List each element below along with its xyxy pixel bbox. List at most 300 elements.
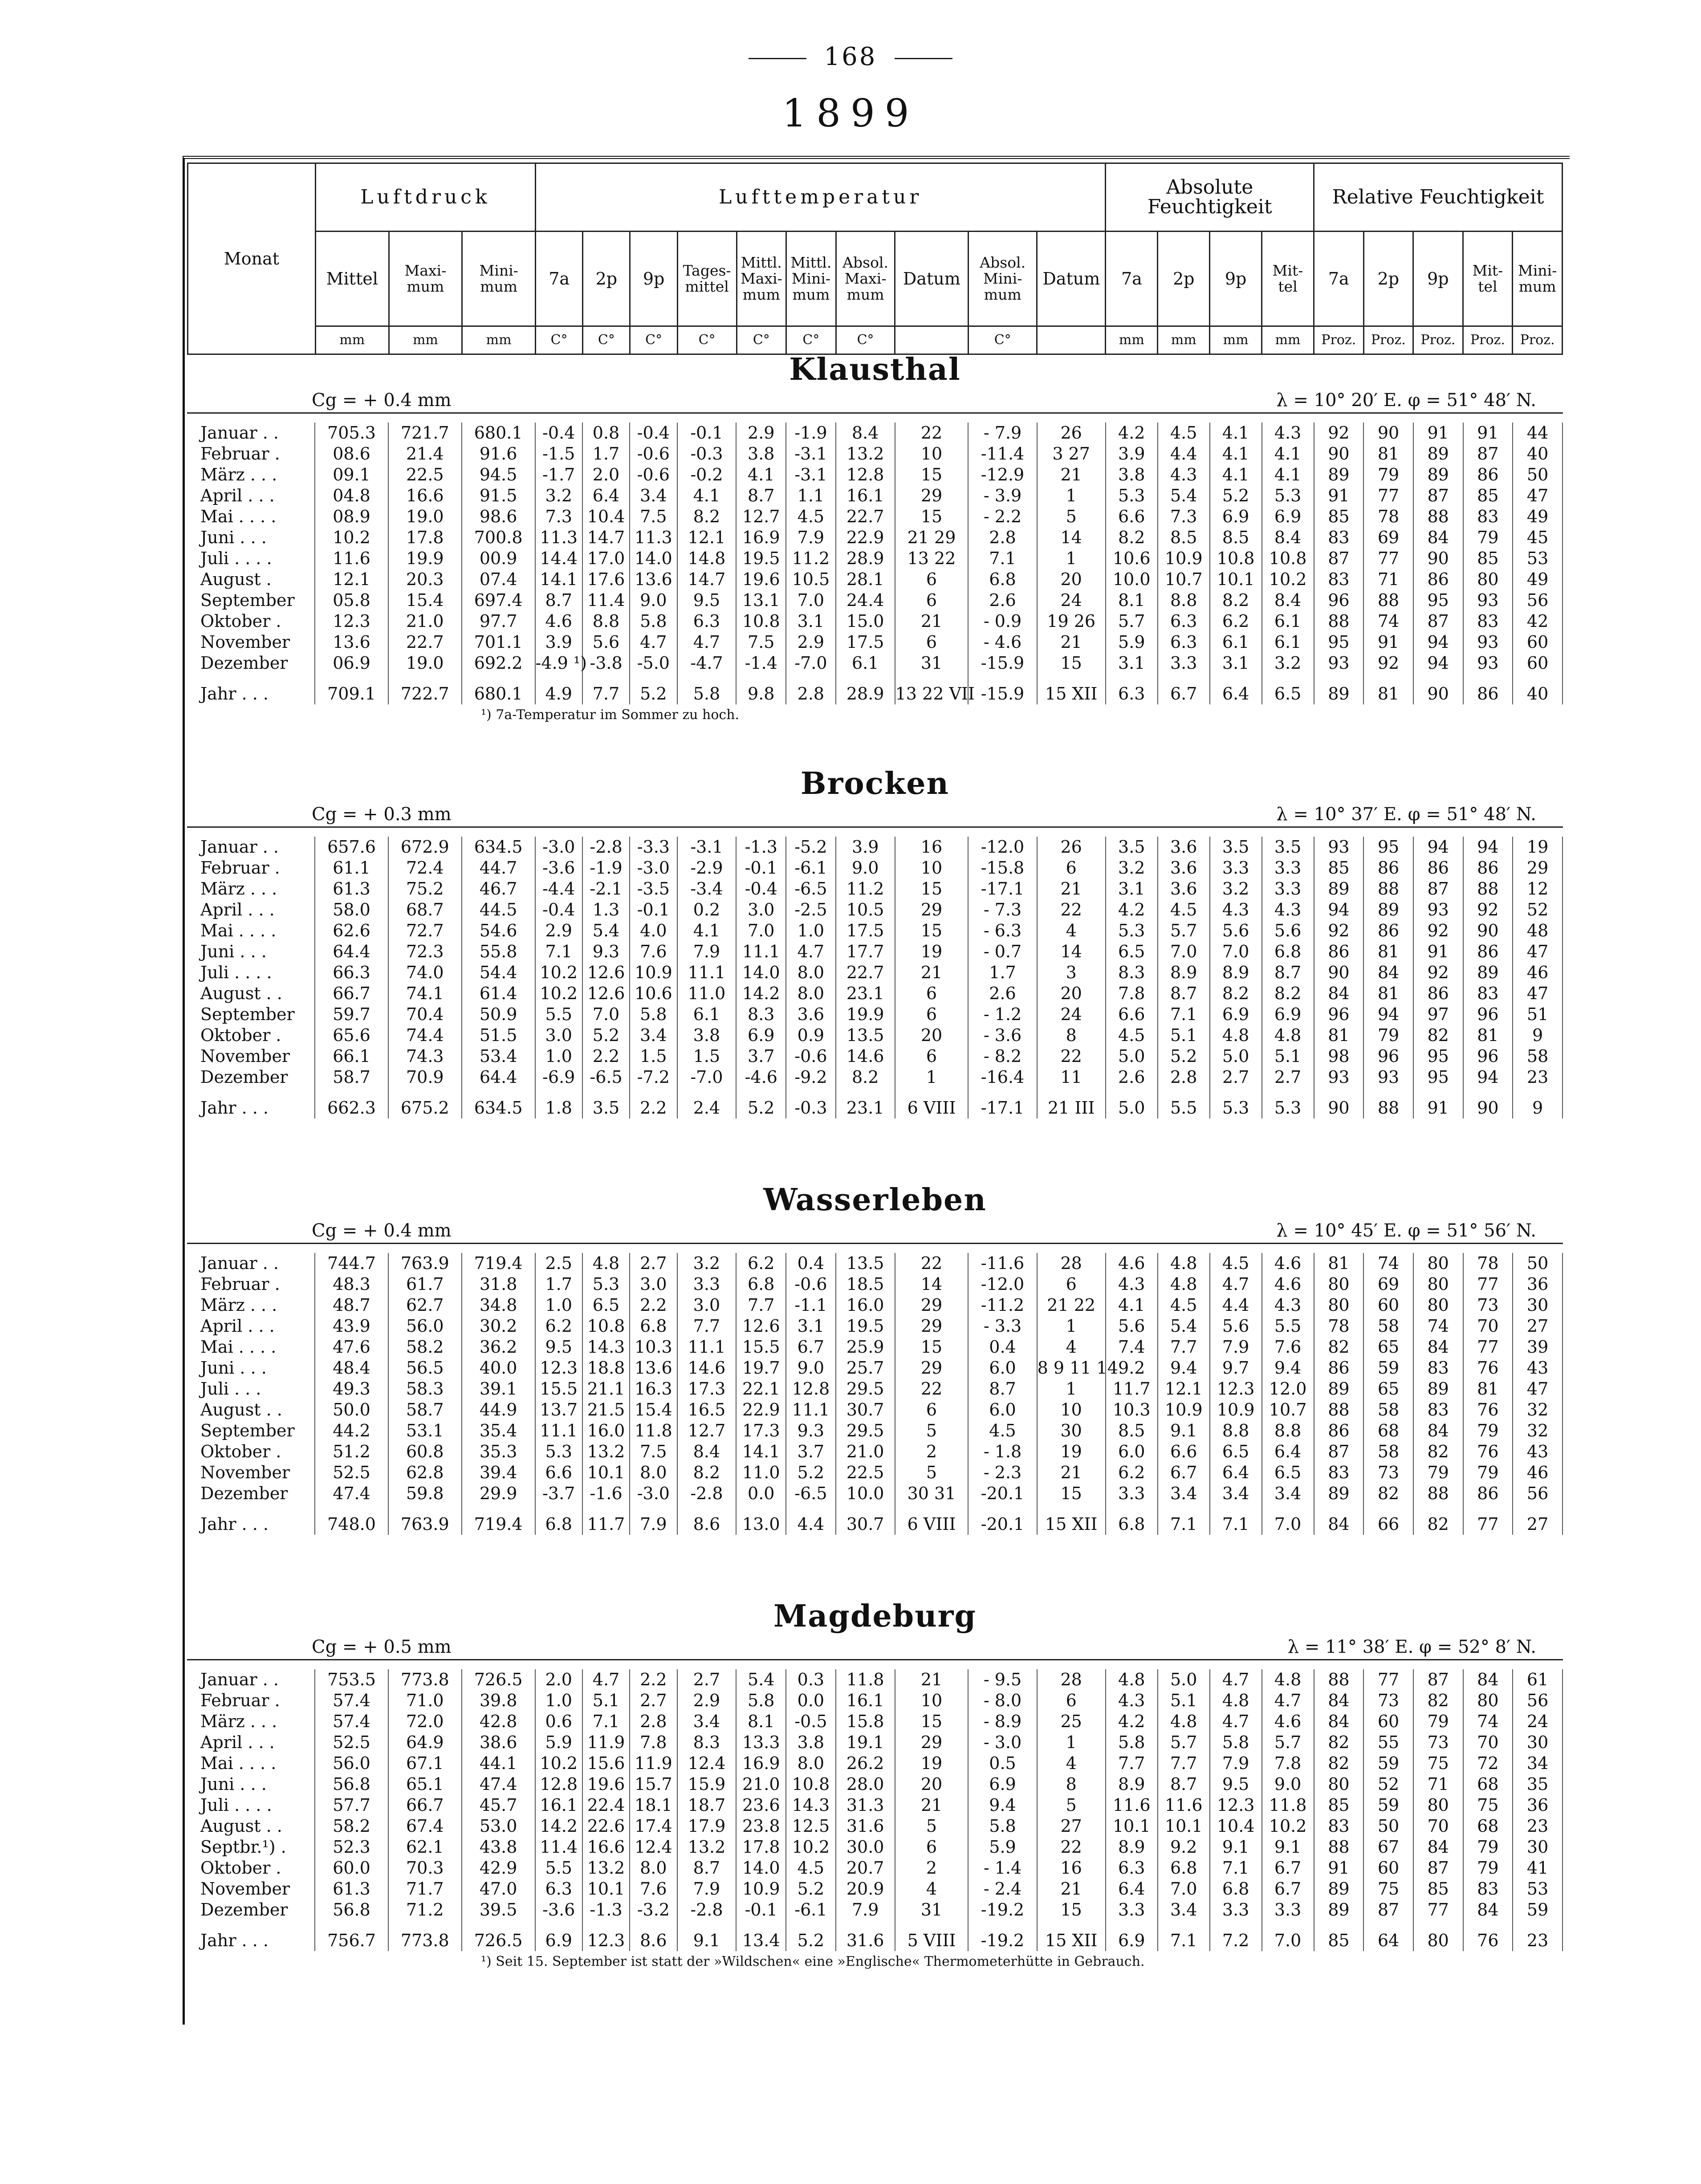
value-cell: 12.0 [1262,1379,1314,1399]
month-label: März . . . [187,878,315,899]
header-unit-17: Proz. [1314,326,1363,354]
value-cell: 7.1 [1158,1920,1210,1951]
value-cell: 86 [1463,1483,1513,1504]
value-cell: 23.6 [736,1795,786,1816]
value-cell: 6 [895,983,969,1004]
value-cell: 47.6 [315,1337,388,1358]
value-cell: 21 III [1037,1088,1106,1118]
month-row [187,443,1563,464]
year-row [187,1920,1563,1951]
value-cell: -6.5 [582,1067,630,1088]
header-col-0: Mittel [315,232,389,326]
value-cell: 4.5 [1158,423,1210,443]
value-cell: 92 [1413,920,1463,941]
value-cell: 70 [1413,1816,1463,1837]
value-cell: 58.0 [315,899,388,920]
header-col-19: 9p [1413,232,1463,326]
value-cell: -19.2 [968,1920,1037,1951]
value-cell: 6 [895,1399,969,1420]
value-cell: -3.0 [630,1483,677,1504]
value-cell: 74.4 [388,1025,462,1046]
value-cell: -0.6 [630,443,677,464]
value-cell: 81 [1363,443,1413,464]
value-cell: 6.8 [736,1274,786,1295]
value-cell: 8.0 [630,1462,677,1483]
value-cell: 29.5 [836,1420,895,1441]
value-cell: 18.5 [836,1274,895,1295]
value-cell: 84 [1413,1420,1463,1441]
value-cell: 83 [1463,611,1513,632]
value-cell: 16.9 [736,1753,786,1774]
value-cell: 6.0 [1106,1441,1158,1462]
value-cell: 5.7 [1262,1732,1314,1753]
value-cell: -0.5 [786,1711,836,1732]
value-cell: 14.4 [535,548,582,569]
value-cell: 11.3 [630,527,677,548]
value-cell: 49 [1513,506,1563,527]
value-cell: 6 [895,569,969,590]
value-cell: 90 [1314,1088,1364,1118]
value-cell: 6.0 [968,1358,1037,1379]
value-cell: 00.9 [462,548,535,569]
header-col-16: Mit- tel [1262,232,1314,326]
value-cell: 77 [1463,1504,1513,1535]
value-cell: 5.6 [582,632,630,653]
value-cell: 70.3 [388,1858,462,1879]
value-cell: 73 [1413,1732,1463,1753]
value-cell: 7.6 [1262,1337,1314,1358]
header-unit-15: mm [1210,326,1262,354]
value-cell: -5.0 [630,653,677,674]
value-cell: 60 [1513,632,1563,653]
value-cell: 17.0 [582,548,630,569]
value-cell: 76 [1463,1358,1513,1379]
value-cell: 2.7 [630,1253,677,1274]
value-cell: 90 [1463,920,1513,941]
month-row [187,1816,1563,1837]
value-cell: 6.8 [1210,1879,1262,1899]
coordinates: λ = 11° 38′ E. φ = 52° 8′ N. [1287,1637,1536,1657]
value-cell: 6 [895,632,969,653]
value-cell: 31.6 [836,1920,895,1951]
value-cell: 9.1 [1262,1837,1314,1858]
value-cell: 98 [1314,1046,1364,1067]
value-cell: -3.7 [535,1483,582,1504]
value-cell: 11.1 [736,941,786,962]
value-cell: 4.3 [1106,1274,1158,1295]
value-cell: 12.3 [1210,1795,1262,1816]
value-cell: 82 [1413,1504,1463,1535]
value-cell: 20 [1037,569,1106,590]
value-cell: 81 [1463,1025,1513,1046]
value-cell: 29 [895,1316,969,1337]
value-cell: 58.2 [315,1816,388,1837]
value-cell: 93 [1463,590,1513,611]
value-cell: 58 [1363,1316,1413,1337]
month-row [187,1316,1563,1337]
month-label: April . . . [187,899,315,920]
value-cell: 6.8 [535,1504,582,1535]
value-cell: 28.9 [836,548,895,569]
value-cell: 8.2 [1262,983,1314,1004]
value-cell: - 7.9 [968,423,1037,443]
value-cell: 61.3 [315,878,388,899]
value-cell: 57.7 [315,1795,388,1816]
value-cell: 16.1 [836,1690,895,1711]
value-cell: 719.4 [462,1253,535,1274]
month-row [187,1774,1563,1795]
value-cell: 22 [895,1379,969,1399]
value-cell: 64.9 [388,1732,462,1753]
header-unit-8: C° [786,326,836,354]
value-cell: 48 [1513,920,1563,941]
value-cell: 17.5 [836,920,895,941]
value-cell: 11.8 [630,1420,677,1441]
value-cell: 74 [1363,611,1413,632]
value-cell: 92 [1413,962,1463,983]
value-cell: 91.5 [462,485,535,506]
value-cell: 72.0 [388,1711,462,1732]
value-cell: 24 [1037,590,1106,611]
value-cell: 3.0 [736,899,786,920]
month-label: Oktober . [187,1858,315,1879]
value-cell: 4.7 [1210,1669,1262,1690]
value-cell: -3.6 [535,858,582,878]
value-cell: 21.0 [836,1441,895,1462]
value-cell: 3.4 [1158,1483,1210,1504]
value-cell: 7.9 [630,1504,677,1535]
value-cell: 5.2 [1158,1046,1210,1067]
value-cell: 8.2 [677,1462,737,1483]
header-unit-19: Proz. [1413,326,1463,354]
value-cell: 5.5 [535,1004,582,1025]
value-cell: 6.7 [786,1337,836,1358]
value-cell: 83 [1413,1399,1463,1420]
value-cell: 2.7 [677,1669,737,1690]
value-cell: -0.1 [677,423,737,443]
value-cell: 12.8 [786,1379,836,1399]
value-cell: 92 [1314,423,1364,443]
value-cell: 50 [1513,1253,1563,1274]
value-cell: 5.3 [1262,485,1314,506]
value-cell: 19.0 [388,506,462,527]
value-cell: 23.1 [836,1088,895,1118]
value-cell: 89 [1314,878,1364,899]
value-cell: 753.5 [315,1669,388,1690]
value-cell: - 1.8 [968,1441,1037,1462]
value-cell: 80 [1463,569,1513,590]
value-cell: 9.1 [1210,1837,1262,1858]
value-cell: 10.8 [1262,548,1314,569]
value-cell: 77 [1363,548,1413,569]
value-cell: 19 26 [1037,611,1106,632]
value-cell: 3.3 [1210,1899,1262,1920]
value-cell: -3.0 [535,837,582,858]
value-cell: -0.4 [736,878,786,899]
value-cell: 6.8 [1158,1858,1210,1879]
value-cell: 9.8 [736,674,786,704]
value-cell: 4.1 [677,920,737,941]
station-meta [187,801,1563,828]
value-cell: 5.3 [1262,1088,1314,1118]
value-cell: 8.3 [677,1732,737,1753]
month-label: Januar . . [187,1253,315,1274]
value-cell: 3.5 [1262,837,1314,858]
value-cell: - 3.9 [968,485,1037,506]
value-cell: 92 [1363,653,1413,674]
value-cell: 12.1 [677,527,737,548]
value-cell: 52 [1363,1774,1413,1795]
value-cell: 14 [1037,527,1106,548]
value-cell: 56 [1513,1483,1563,1504]
station-magdeburg [187,1598,1563,1969]
value-cell: - 1.2 [968,1004,1037,1025]
value-cell: 9.0 [836,858,895,878]
header-col-5: 9p [630,232,677,326]
value-cell: 81 [1463,1379,1513,1399]
value-cell: 10.4 [1210,1816,1262,1837]
value-cell: 1 [895,1067,969,1088]
value-cell: 7.9 [677,1879,737,1899]
value-cell: 634.5 [462,1088,535,1118]
value-cell: - 8.9 [968,1711,1037,1732]
month-label: April . . . [187,1316,315,1337]
value-cell: 3.9 [535,632,582,653]
value-cell: 19.6 [582,1774,630,1795]
gravity-correction: Cg = + 0.4 mm [312,1220,452,1241]
month-label: Septbr.¹) . [187,1837,315,1858]
value-cell: 1.0 [535,1690,582,1711]
value-cell: 5.4 [736,1669,786,1690]
value-cell: 8.6 [677,1504,737,1535]
header-col-2: Mini- mum [462,232,536,326]
station-title: Brocken [801,766,949,801]
value-cell: -15.8 [968,858,1037,878]
value-cell: -17.1 [968,878,1037,899]
value-cell: 24 [1513,1711,1563,1732]
value-cell: 16.6 [388,485,462,506]
value-cell: 59 [1363,1358,1413,1379]
value-cell: 5.4 [1158,1316,1210,1337]
header-col-21: Mini- mum [1513,232,1563,326]
value-cell: 7.7 [1106,1753,1158,1774]
value-cell: 72.4 [388,858,462,878]
value-cell: 8.2 [1210,983,1262,1004]
month-label: Juli . . . . [187,548,315,569]
value-cell: 8.0 [786,1753,836,1774]
value-cell: -7.2 [630,1067,677,1088]
value-cell: 16.0 [836,1295,895,1316]
value-cell: 46 [1513,1462,1563,1483]
value-cell: 17.3 [677,1379,737,1399]
value-cell: 29 [895,1295,969,1316]
value-cell: 9.0 [630,590,677,611]
value-cell: 4.7 [677,632,737,653]
value-cell: 60 [1363,1295,1413,1316]
value-cell: 4.8 [1158,1253,1210,1274]
station-title: Wasserleben [763,1182,987,1218]
month-row [187,1690,1563,1711]
value-cell: 95 [1363,837,1413,858]
value-cell: 60.0 [315,1858,388,1879]
value-cell: 21 [1037,1462,1106,1483]
value-cell: 82 [1314,1753,1364,1774]
value-cell: 2.8 [786,674,836,704]
value-cell: 10.2 [535,1753,582,1774]
header-col-11: Absol. Mini- mum [969,232,1037,326]
value-cell: 84 [1314,1504,1364,1535]
value-cell: 14.6 [836,1046,895,1067]
value-cell: 6.7 [1158,674,1210,704]
value-cell: 6.4 [1262,1441,1314,1462]
value-cell: 10.1 [582,1462,630,1483]
month-label: Jahr . . . [187,674,315,704]
value-cell: 88 [1314,611,1364,632]
value-cell: 9.4 [1262,1358,1314,1379]
value-cell: 79 [1463,1462,1513,1483]
value-cell: 17.7 [836,941,895,962]
value-cell: 83 [1413,1358,1463,1379]
value-cell: 8.7 [535,590,582,611]
value-cell: 15.8 [836,1711,895,1732]
value-cell: 5.0 [1158,1669,1210,1690]
coordinates: λ = 10° 37′ E. φ = 51° 48′ N. [1276,804,1536,825]
value-cell: 11.8 [836,1669,895,1690]
value-cell: 3.3 [1262,1899,1314,1920]
header-column-labels [188,232,1563,326]
value-cell: 10.5 [836,899,895,920]
value-cell: 75.2 [388,878,462,899]
value-cell: 3.2 [1106,858,1158,878]
group-lufttemperatur: Lufttemperatur [535,163,1105,232]
value-cell: 773.8 [388,1920,462,1951]
value-cell: 2.9 [736,423,786,443]
value-cell: 21 22 [1037,1295,1106,1316]
value-cell: 756.7 [315,1920,388,1951]
month-row [187,1358,1563,1379]
value-cell: 5.7 [1106,611,1158,632]
value-cell: 76 [1463,1399,1513,1420]
value-cell: 6.2 [736,1253,786,1274]
value-cell: 78 [1463,1253,1513,1274]
value-cell: 3.3 [1106,1483,1158,1504]
value-cell: 88 [1363,590,1413,611]
value-cell: 6 VIII [895,1088,969,1118]
value-cell: -2.9 [677,858,737,878]
group-relative-feuchtigkeit: Relative Feuchtigkeit [1314,163,1562,232]
value-cell: 90 [1363,423,1413,443]
value-cell: 5.8 [968,1816,1037,1837]
value-cell: -4.7 [677,653,737,674]
value-cell: 19 [895,1753,969,1774]
month-row [187,1399,1563,1420]
value-cell: 22.5 [388,464,462,485]
value-cell: 10.9 [1210,1399,1262,1420]
value-cell: 12.4 [630,1837,677,1858]
value-cell: 85 [1314,1795,1364,1816]
value-cell: 8.7 [736,485,786,506]
value-cell: 19 [1513,837,1563,858]
value-cell: 89 [1413,464,1463,485]
value-cell: 10.1 [1106,1816,1158,1837]
month-label: Januar . . [187,837,315,858]
value-cell: 7.0 [786,590,836,611]
value-cell: 16.5 [677,1399,737,1420]
value-cell: 7.0 [1262,1504,1314,1535]
month-row [187,1753,1563,1774]
value-cell: 634.5 [462,837,535,858]
value-cell: 705.3 [315,423,388,443]
value-cell: 87 [1363,1899,1413,1920]
value-cell: 94 [1413,837,1463,858]
value-cell: 06.9 [315,653,388,674]
value-cell: 2.9 [535,920,582,941]
value-cell: 59 [1363,1795,1413,1816]
value-cell: 31.8 [462,1274,535,1295]
header-col-8: Mittl. Mini- mum [786,232,836,326]
value-cell: 5.2 [630,674,677,704]
value-cell: -0.6 [786,1046,836,1067]
month-row [187,1337,1563,1358]
value-cell: 73 [1363,1462,1413,1483]
value-cell: 15 [895,920,969,941]
value-cell: 6.4 [582,485,630,506]
value-cell: 7.6 [630,1879,677,1899]
month-label: Juli . . . . [187,1795,315,1816]
value-cell: 10.0 [836,1483,895,1504]
value-cell: 13.6 [315,632,388,653]
month-label: April . . . [187,485,315,506]
value-cell: 78 [1363,506,1413,527]
value-cell: 96 [1314,590,1364,611]
value-cell: 93 [1314,1067,1364,1088]
value-cell: -3.8 [582,653,630,674]
value-cell: 22.5 [836,1462,895,1483]
month-label: Juni . . . [187,1358,315,1379]
value-cell: 8.9 [1158,962,1210,983]
value-cell: 50 [1513,464,1563,485]
value-cell: 2.2 [630,1295,677,1316]
value-cell: 13.5 [836,1253,895,1274]
value-cell: 11.7 [582,1504,630,1535]
value-cell: 19.9 [836,1004,895,1025]
value-cell: 42.8 [462,1711,535,1732]
value-cell: -9.2 [786,1067,836,1088]
value-cell: 62.1 [388,1837,462,1858]
month-label: März . . . [187,1711,315,1732]
value-cell: 3.8 [1106,464,1158,485]
month-label: Dezember [187,653,315,674]
value-cell: -0.6 [786,1274,836,1295]
value-cell: 8.9 [1106,1837,1158,1858]
value-cell: 2.7 [630,1690,677,1711]
value-cell: 91 [1314,1858,1364,1879]
value-cell: 719.4 [462,1504,535,1535]
value-cell: 50.9 [462,1004,535,1025]
value-cell: 8.3 [1106,962,1158,983]
value-cell: 45 [1513,527,1563,548]
value-cell: 5.6 [1262,920,1314,941]
value-cell: 71.0 [388,1690,462,1711]
value-cell: 29 [895,1358,969,1379]
group-luftdruck: Luftdruck [315,163,535,232]
value-cell: 89 [1413,443,1463,464]
value-cell: 91 [1413,423,1463,443]
value-cell: 5.2 [786,1462,836,1483]
month-label: November [187,1879,315,1899]
value-cell: 30.0 [836,1837,895,1858]
value-cell: - 3.3 [968,1316,1037,1337]
